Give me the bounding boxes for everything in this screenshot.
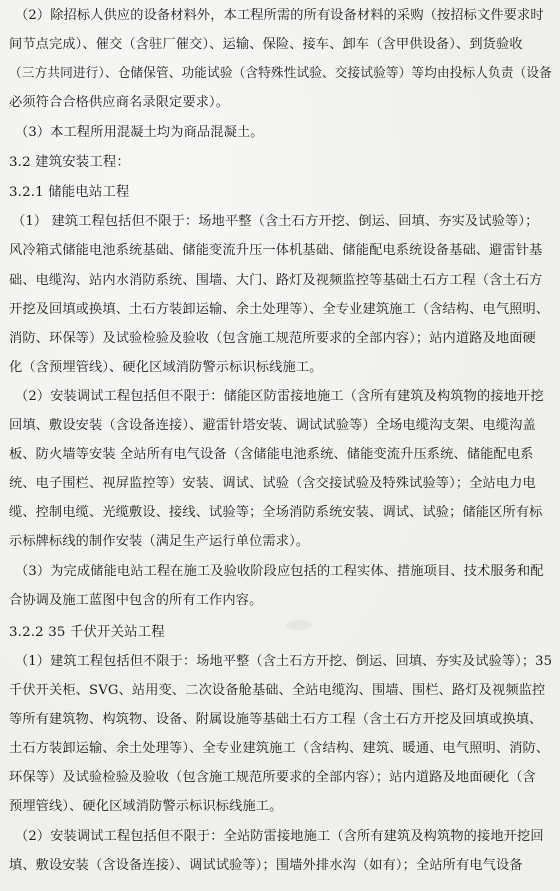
text-line: 间节点完成）、催交（含驻厂催交）、运输、保险、接车、卸车（含甲供设备）、到货验收: [9, 37, 523, 52]
scan-smudge: [286, 620, 312, 630]
text-line: 预埋管线）、硬化区域消防警示标识标线施工。: [9, 799, 283, 814]
subsection-heading: 3.2.1 储能电站工程: [9, 185, 130, 200]
text-line: （2）除招标人供应的设备材料外，本工程所需的所有设备材料的采购（按招标文件要求时: [15, 8, 544, 23]
text-line: 板、防火墙等安装 全站所有电气设备（含储能电池系统、储能变流升压系统、储能配电系: [9, 447, 534, 462]
text-line: 开挖及回填或换填、土石方装卸运输、余土处理等）、全专业建筑施工（含结构、电气照明、: [9, 302, 550, 317]
text-line: 风冷箱式储能电池系统基础、储能变流升压一体机基础、储能配电系统设备基础、避雷针基: [9, 243, 543, 258]
text-line: 统、电子围栏、视屏监控等）安装、调试、试验（含交接试验及特殊试验等）；全站电力电: [9, 476, 536, 491]
text-line: 化（含预埋管线）、硬化区域消防警示标识标线施工。: [9, 360, 323, 375]
section-heading: 3.2 建筑安装工程：: [9, 155, 130, 170]
text-line: 千伏开关柜、SVG、站用变、二次设备舱基础、全站电缆沟、围墙、围栏、路灯及视频监控: [9, 683, 546, 698]
text-line: （2）安装调试工程包括但不限于：储能区防雷接地施工（含所有建筑及构筑物的接地开挖: [15, 389, 544, 404]
text-line: 合协调及施工蓝图中包含的所有工作内容。: [9, 593, 263, 608]
text-line: 必须符合合格供应商名录限定要求）。: [9, 95, 230, 110]
text-line: （1）建筑工程包括但不限于：场地平整（含土石方开挖、倒运、回填、夯实及试验等）；35: [15, 654, 553, 669]
text-line: （3）本工程所用混凝土均为商品混凝土。: [15, 125, 264, 140]
text-line: 土石方装卸运输、余土处理等）、全专业建筑施工（含结构、建筑、暖通、电气照明、消防、: [9, 741, 550, 756]
subsection-heading: 3.2.2 35 千伏开关站工程: [9, 625, 165, 640]
text-line: （三方共同进行）、仓储保管、功能试验（含特殊性试验、交接试验等）等均由投标人负责（设备: [9, 66, 552, 81]
text-line: 环保等）及试验检验及验收（包含施工规范所要求的全部内容）；站内道路及地面硬化（含: [9, 770, 536, 785]
text-line: 等所有建筑物、构筑物、设备、附属设施等基础土石方工程（含土石方开挖及回填或换填、: [9, 712, 543, 727]
text-line: 回填、敷设安装（含设备连接）、避雷针塔安装、调试试验等）全场电缆沟支架、电缆沟盖: [9, 418, 536, 433]
text-line: （2）安装调试工程包括但不限于：全站防雷接地施工（含所有建筑及构筑物的接地开挖回: [15, 829, 544, 844]
text-line: （3）为完成储能电站工程在施工及验收阶段应包括的工程实体、措施项目、技术服务和配: [15, 564, 544, 579]
text-line: 示标牌标线的制作安装（满足生产运行单位需求）。: [9, 534, 310, 549]
text-line: 础、电缆沟、站内水消防系统、围墙、大门、路灯及视频监控等基础土石方工程（含土石方: [9, 273, 543, 288]
text-line: （1） 建筑工程包括但不限于：场地平整（含土石方开挖、倒运、回填、夯实及试验等）；: [12, 214, 539, 229]
text-line: 填、敷设安装（含设备连接）、调试试验等）；围墙外排水沟（如有）；全站所有电气设备: [9, 858, 523, 873]
text-line: 消防、环保等）及试验检验及验收（包含施工规范所要求的全部内容）；站内道路及地面硬: [9, 331, 536, 346]
text-line: 缆、控制电缆、光缆敷设、接线、试验等；全场消防系统安装、调试、试验；储能区所有标: [9, 505, 543, 520]
